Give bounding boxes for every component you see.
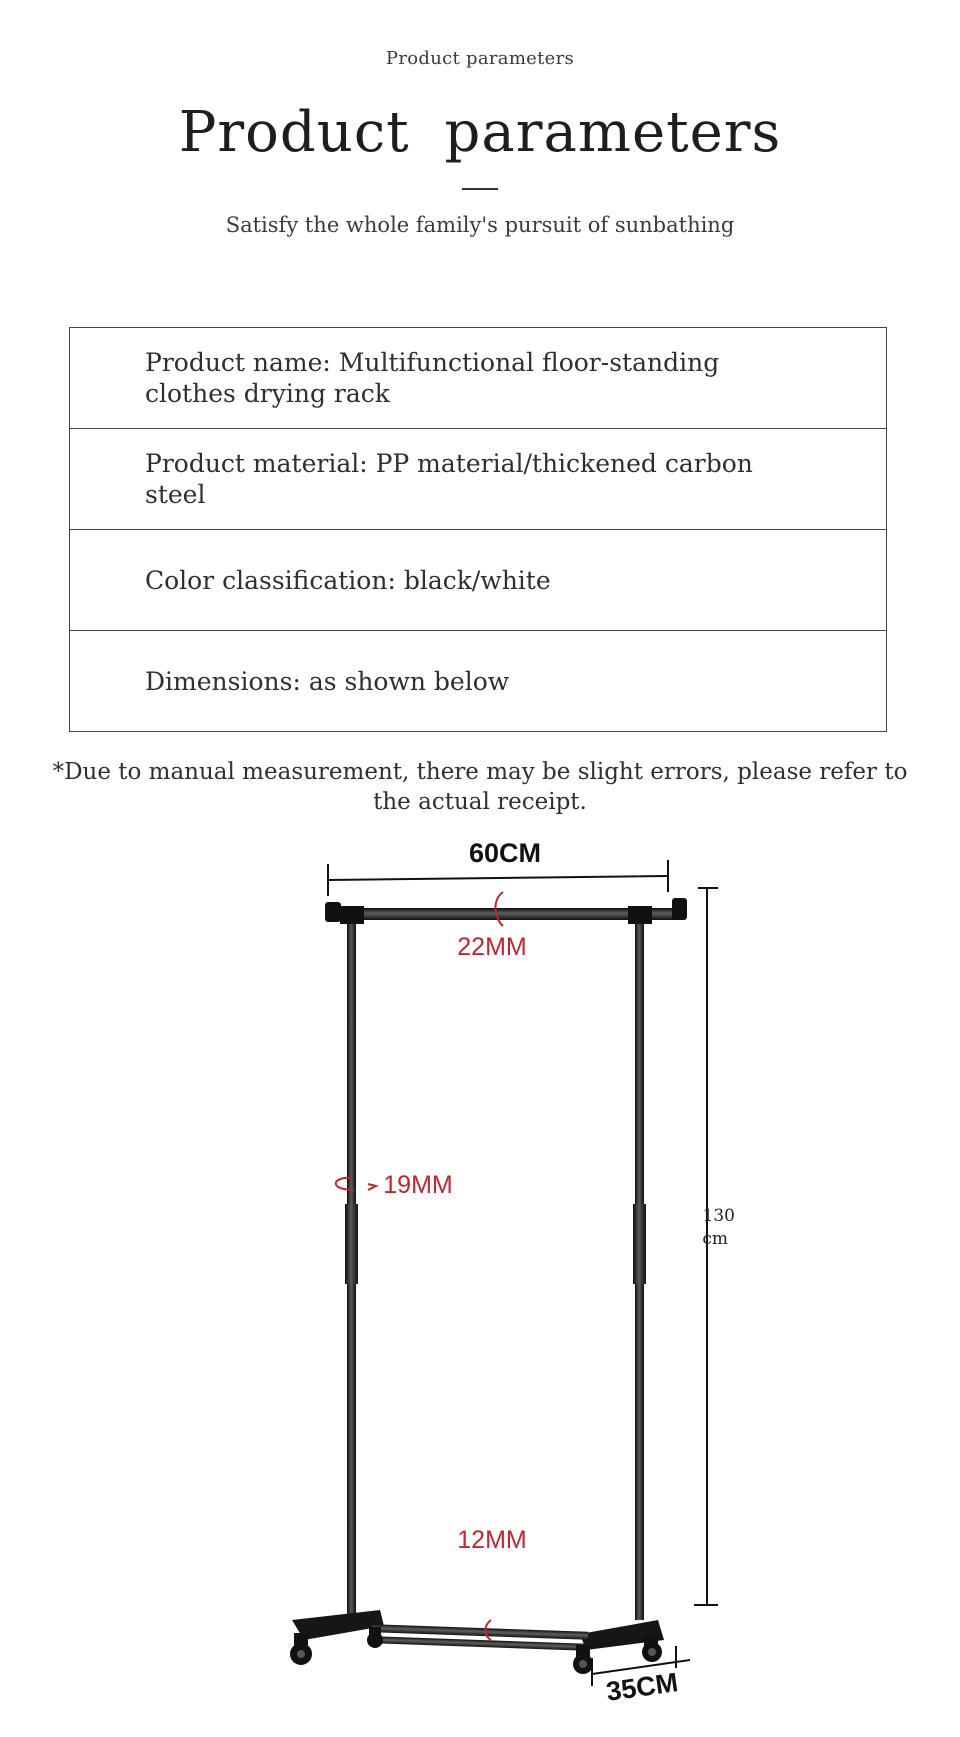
- parameters-table: [69, 327, 887, 732]
- param-color-text: Color classification: black/white: [145, 565, 551, 595]
- param-row-name: [70, 328, 886, 429]
- measurement-disclaimer: *Due to manual measurement, there may be slight errors, please refer to the actual receipt.: [52, 759, 908, 815]
- left-upright: [345, 924, 358, 1620]
- section-kicker: Product parameters: [385, 48, 575, 69]
- page-title: Product parameters: [178, 100, 782, 165]
- right-upright: [633, 924, 646, 1620]
- height-value-label: 130: [702, 1206, 735, 1226]
- rack-dimension-diagram: [280, 838, 740, 1707]
- rack-base: [292, 1610, 664, 1651]
- upright-label: 19MM: [383, 1171, 453, 1199]
- param-row-material: [70, 429, 886, 530]
- base-tube-label: 12MM: [457, 1526, 527, 1554]
- top-rail: [325, 898, 687, 924]
- title-divider: [462, 188, 498, 190]
- param-row-dimensions: [70, 631, 886, 732]
- caster-wheel-back-left: [367, 1627, 383, 1648]
- depth-label: 35CM: [604, 1667, 680, 1707]
- param-name-text: Product name: Multifunctional floor-standing clothes drying rack: [145, 348, 720, 408]
- param-row-color: [70, 530, 886, 631]
- height-unit-label: cm: [702, 1229, 728, 1249]
- caster-wheel-front-right: [573, 1645, 593, 1674]
- param-dimensions-text: Dimensions: as shown below: [145, 667, 510, 696]
- page-subtitle: Satisfy the whole family's pursuit of sunbathing: [225, 213, 735, 237]
- width-label: 60CM: [468, 838, 542, 868]
- param-material-text: Product material: PP material/thickened carbon steel: [145, 449, 753, 509]
- top-tube-label: 22MM: [457, 933, 527, 961]
